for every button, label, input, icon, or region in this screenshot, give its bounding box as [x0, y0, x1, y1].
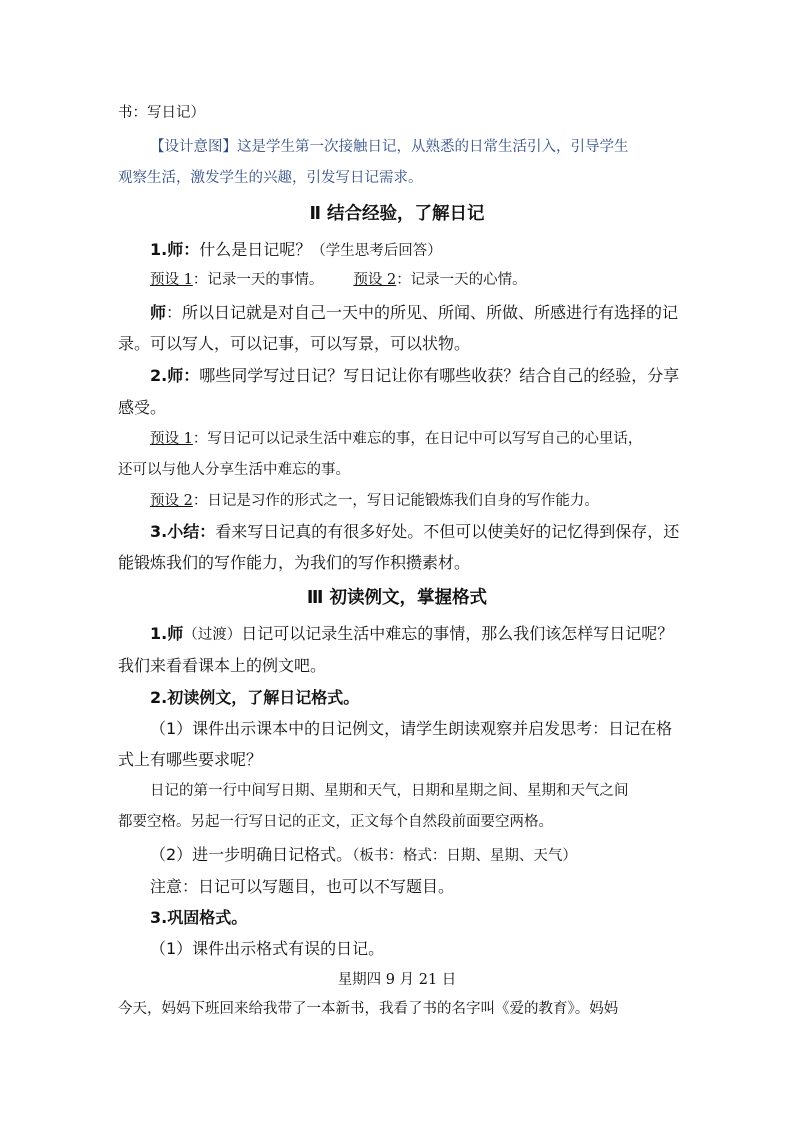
- step-1-cont: 我们来看看课本上的例文吧。: [118, 656, 327, 675]
- teacher-explain: 师：所以日记就是对自己一天中的所见、所闻、所做、所感进行有选择的记: [150, 303, 679, 322]
- step-2-item-2: （2）进一步明确日记格式。（板书：格式：日期、星期、天气）: [150, 845, 577, 864]
- design-intent-cont: 观察生活，激发学生的兴趣，引发写日记需求。: [118, 170, 423, 186]
- preset-2-1-cont: 还可以与他人分享生活中难忘的事。: [118, 462, 350, 478]
- preset-2-1: 预设 1：写日记可以记录生活中难忘的事，在日记中可以写写自己的心里话，: [150, 431, 643, 447]
- diary-date-line: 星期四 9 月 21 日: [337, 972, 457, 988]
- step-2-title: 2.初读例文，了解日记格式。: [150, 688, 360, 707]
- preset-2-2: 预设 2：日记是习作的形式之一，写日记能锻炼我们自身的写作能力。: [150, 493, 599, 509]
- step-2-item-1: （1）课件出示课本中的日记例文，请学生朗读观察并启发思考：日记在格: [150, 719, 673, 738]
- format-answer-cont: 都要空格。另起一行写日记的正文，正文每个自然段前面要空两格。: [118, 814, 553, 830]
- format-note: 注意：日记可以写题目，也可以不写题目。: [150, 877, 455, 896]
- diary-body: 今天，妈妈下班回来给我带了一本新书，我看了书的名字叫《爱的教育》。妈妈: [118, 1001, 619, 1017]
- step-2-item-1-cont: 式上有哪些要求呢？: [118, 750, 263, 769]
- question-1: 1.师：什么是日记呢？（学生思考后回答）: [150, 240, 442, 259]
- design-intent: 【设计意图】这是学生第一次接触日记，从熟悉的日常生活引入，引导学生: [150, 139, 629, 155]
- section-2-heading: Ⅱ 结合经验，了解日记: [309, 204, 485, 224]
- step-1: 1.师（过渡）日记可以记录生活中难忘的事情，那么我们该怎样写日记呢？: [150, 624, 674, 643]
- question-2: 2.师：哪些同学写过日记？写日记让你有哪些收获？结合自己的经验，分享: [150, 366, 680, 385]
- format-answer: 日记的第一行中间写日期、星期和天气，日期和星期之间、星期和天气之间: [150, 783, 629, 799]
- question-2-cont: 感受。: [118, 398, 167, 417]
- summary: 3.小结：看来写日记真的有很多好处。不但可以使美好的记忆得到保存，还: [150, 522, 680, 541]
- summary-cont: 能锻炼我们的写作能力，为我们的写作积攒素材。: [118, 553, 471, 572]
- presets-1: 预设 1：记录一天的事情。 预设 2：记录一天的心情。: [150, 272, 527, 288]
- board-note-tail: 书：写日记）: [118, 105, 205, 121]
- step-3-title: 3.巩固格式。: [150, 908, 248, 927]
- design-intent-label: 【设计意图】: [150, 139, 237, 155]
- step-3-item-1: （1）课件出示格式有误的日记。: [150, 939, 385, 958]
- section-3-heading: Ⅲ 初读例文，掌握格式: [306, 588, 488, 608]
- teacher-explain-cont: 录。可以写人，可以记事，可以写景，可以状物。: [118, 334, 471, 353]
